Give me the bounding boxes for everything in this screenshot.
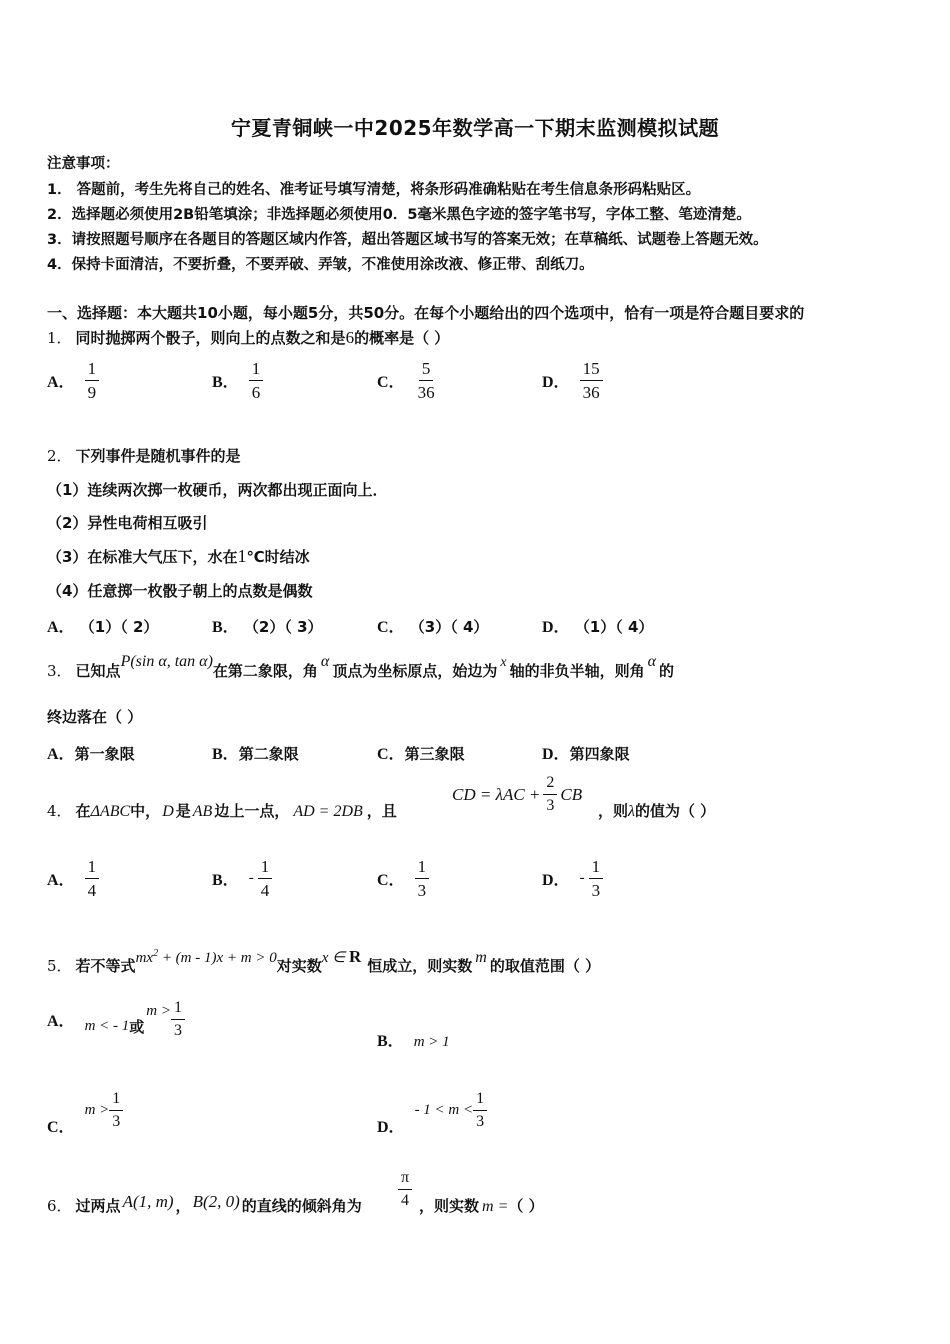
q2-item-2: （2）异性电荷相互吸引 — [47, 514, 208, 532]
question-text: 下列事件是随机事件的是 — [75, 447, 241, 465]
math-point-a: A(1, m) — [122, 1192, 174, 1211]
notice-item-4: 4．保持卡面清洁，不要折叠，不要弄破、弄皱，不准使用涂改液、修正带、刮纸刀。 — [47, 257, 594, 273]
fraction: $\frac{1}{4}$ — [85, 858, 100, 899]
math-ab: AB — [192, 803, 213, 820]
option-letter: B． — [212, 374, 239, 391]
q4-option-b[interactable]: B． - $\frac{1}{4}$ — [212, 858, 272, 899]
math-x-in: x ∈ — [321, 950, 349, 966]
temperature-value: 1 — [237, 546, 247, 566]
math-cd-eq: CD = λAC + $\frac{2}{3}$ CB — [452, 774, 583, 814]
fraction: $\frac{15}{36}$ — [580, 360, 603, 401]
notice-item-2: 2．选择题必须使用2B铅笔填涂；非选择题必须使用0．5毫米黑色字迹的签字笔书写，字体工整、笔迹清楚。 — [47, 207, 751, 223]
q4-option-a[interactable]: A． $\frac{1}{4}$ — [47, 858, 99, 899]
notice-item-3: 3．请按照题号顺序在各题目的答题区域内作答，超出答题区域书写的答案无效；在草稿纸、试题卷上答题无效。 — [47, 232, 768, 248]
q5-option-c[interactable]: C． m > $\frac{1}{3}$ — [47, 1084, 123, 1137]
fraction: $\frac{1}{4}$ — [258, 858, 273, 899]
question-6-tail: ，则实数 m =（ ） — [419, 1197, 544, 1215]
q2-option-b[interactable]: B． （2）（ 3） — [212, 618, 323, 636]
math-alpha: α — [320, 653, 330, 670]
math-inequality: $mx^2 + (m - 1)x + m > 0$ — [135, 948, 277, 966]
q4-option-c[interactable]: C． $\frac{1}{3}$ — [377, 858, 429, 899]
q1-option-d[interactable] — [542, 360, 603, 401]
q3-option-c[interactable]: C．第三象限 — [377, 745, 465, 763]
section-1-heading: 一、选择题：本大题共10小题，每小题5分，共50分。在每个小题给出的四个选项中，恰有一项是符合题目要求的 — [47, 304, 805, 322]
question-number: 4． — [47, 802, 72, 820]
math-m-eq: m = — [482, 1198, 509, 1215]
math-point-b: B(2, 0) — [192, 1192, 240, 1211]
option-letter: C． — [377, 374, 405, 391]
fraction: $\frac{1}{3}$ — [589, 858, 604, 899]
notice-item-1: 1． 答题前，考生先将自己的姓名、准考证号填写清楚，将条形码准确粘贴在考生信息条形码粘贴区。 — [47, 182, 701, 198]
math-alpha: α — [647, 653, 656, 670]
question-1 — [47, 327, 449, 348]
math-pi-over-4: $\frac{\pi}{4}$ — [398, 1170, 412, 1209]
question-6: 6． 过两点 A(1, m) ， B(2, 0) 的直线的倾斜角为 — [47, 1192, 362, 1215]
fraction: $\frac{1}{6}$ — [249, 360, 264, 401]
q5-option-a[interactable]: A． m < - 1 或 m > $\frac{1}{3}$ — [47, 1000, 185, 1039]
q3-line2: 终边落在（ ） — [47, 708, 143, 726]
fraction: $\frac{1}{9}$ — [85, 360, 100, 401]
question-text: 的概率是（ ） — [354, 329, 450, 347]
question-number: 3． — [47, 662, 72, 680]
math-triangle: ΔABC — [90, 803, 131, 820]
q2-item-1: （1）连续两次掷一枚硬币，两次都出现正面向上． — [47, 481, 388, 499]
option-letter: D． — [542, 374, 570, 391]
math-m: m — [475, 949, 487, 966]
question-2 — [47, 445, 241, 466]
exam-title: 宁夏青铜峡一中2025年数学高一下期末监测模拟试题 — [230, 116, 720, 140]
q2-item-4: （4）任意掷一枚骰子朝上的点数是偶数 — [47, 582, 313, 600]
q3-option-d[interactable]: D．第四象限 — [542, 745, 630, 763]
q2-option-c[interactable]: C． （3）（ 4） — [377, 618, 489, 636]
math-lambda: λ — [628, 803, 635, 820]
notice-heading: 注意事项： — [47, 156, 120, 172]
math-d: D — [162, 803, 174, 820]
q3-option-a[interactable]: A．第一象限 — [47, 745, 135, 763]
q5-option-d[interactable]: D． - 1 < m < $\frac{1}{3}$ — [377, 1084, 487, 1137]
q2-option-d[interactable]: D． （1）（ 4） — [542, 618, 654, 636]
question-number: 5． — [47, 957, 72, 975]
fraction: $\frac{1}{3}$ — [415, 858, 430, 899]
math-six: 6 — [345, 328, 355, 347]
q2-option-a[interactable]: A． （1）（ 2） — [47, 618, 159, 636]
option-letter: A． — [47, 374, 75, 391]
question-4: 4． 在ΔABC中， D 是 AB 边上一点， AD = 2DB ，且 — [47, 802, 397, 820]
math-x: x — [500, 655, 507, 670]
q4-option-d[interactable]: D． - $\frac{1}{3}$ — [542, 858, 603, 899]
q2-item-3: （3）在标准大气压下，水在1℃时结冰 — [47, 546, 310, 566]
question-text: 同时抛掷两个骰子，则向上的点数之和是 — [75, 329, 346, 347]
question-3: 3． 已知点P(sin α, tan α)在第二象限，角α顶点为坐标原点，始边为 x 轴的非负半轴，则角α的 — [47, 653, 674, 680]
q1-option-c[interactable] — [377, 360, 438, 401]
q3-option-b[interactable]: B．第二象限 — [212, 745, 299, 763]
question-number: 1． — [47, 329, 72, 347]
question-number: 2． — [47, 447, 72, 465]
math-real-set: R — [349, 947, 362, 966]
question-5: 5． 若不等式$mx^2 + (m - 1)x + m > 0$对实数x ∈ R 恒成立，则实数 m 的取值范围（ ） — [47, 947, 601, 975]
q1-option-b[interactable] — [212, 360, 263, 401]
fraction: $\frac{5}{36}$ — [417, 359, 435, 402]
question-number: 6． — [47, 1197, 72, 1215]
q5-option-b[interactable]: B． m > 1 — [377, 1033, 450, 1050]
question-4-tail: ，则λ的值为（ ） — [598, 802, 716, 820]
math-point-p: P(sin α, tan α) — [120, 653, 213, 670]
q1-option-a[interactable] — [47, 360, 99, 401]
math-ad-eq: AD = 2DB — [293, 803, 363, 820]
